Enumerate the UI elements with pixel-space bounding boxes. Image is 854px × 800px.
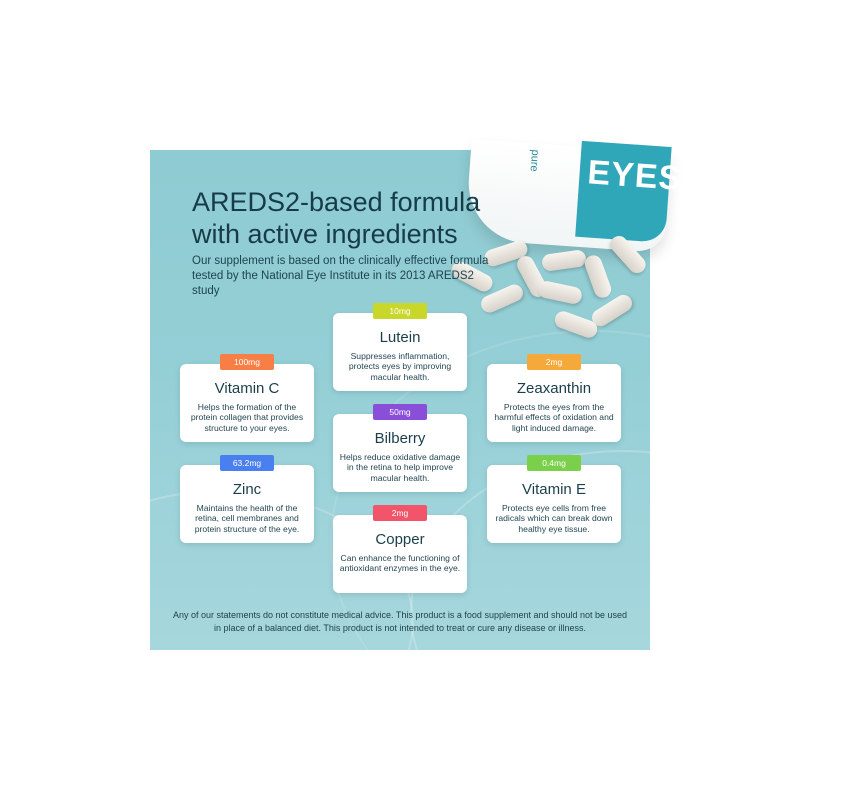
ingredient-card-lutein <box>333 306 467 391</box>
intro-text: Our supplement is based on the clinically effective formula tested by the National Eye Institute in its 2013 AREDS2 study <box>192 255 489 297</box>
capsule <box>582 253 613 300</box>
dose-badge: 10mg <box>373 303 427 319</box>
bottle-title: EYES <box>586 153 684 198</box>
ingredient-card-vitamin-c <box>180 357 314 442</box>
infographic-panel <box>150 149 684 650</box>
ingredient-description: Protects the eyes from the harmful effects of oxidation and light induced damage. <box>494 402 614 433</box>
ingredient-name: Zeaxanthin <box>516 380 592 397</box>
capsule <box>537 280 584 306</box>
ingredient-name: Bilberry <box>374 430 426 447</box>
title-line-2: with active ingredients <box>192 219 458 249</box>
ingredient-description: Maintains the health of the retina, cell membranes and protein structure of the eye. <box>194 503 300 534</box>
ingredient-card-zinc <box>180 458 314 543</box>
ingredient-description: Can enhance the functioning of antioxidant enzymes in the eye. <box>339 553 461 574</box>
dose-badge: 2mg <box>373 505 427 521</box>
dose-badge: 63.2mg <box>220 455 274 471</box>
ingredient-description: Suppresses inflammation, protects eyes by improving macular health. <box>348 351 452 382</box>
dose-badge: 2mg <box>527 354 581 370</box>
bottle-brand: pure <box>527 149 542 172</box>
ingredient-description: Helps reduce oxidative damage in the retina to help improve macular health. <box>339 452 461 483</box>
capsule <box>541 249 587 272</box>
ingredient-description: Helps the formation of the protein collagen that provides structure to your eyes. <box>190 402 304 433</box>
page-title <box>192 186 512 250</box>
ingredient-name: Lutein <box>379 329 421 346</box>
dose-badge: 100mg <box>220 354 274 370</box>
ingredient-name: Vitamin E <box>522 481 586 498</box>
title-line-1: AREDS2-based formula <box>192 187 481 217</box>
ingredient-name: Zinc <box>232 481 262 498</box>
ingredient-name: Vitamin C <box>214 380 280 397</box>
disclaimer-text: Any of our statements do not constitute medical advice. This product is a food supplement and should not be used in place of a balanced diet. This product is not intended to treat or cure any disease or illness. <box>172 610 628 633</box>
ingredient-card-zeaxanthin <box>487 357 621 442</box>
dose-badge: 50mg <box>373 404 427 420</box>
ingredient-description: Protects eye cells from free radicals which can break down healthy eye tissue. <box>495 503 613 534</box>
ingredient-card-bilberry <box>333 407 467 492</box>
ingredient-card-copper <box>333 508 467 593</box>
ingredient-name: Copper <box>375 531 425 548</box>
dose-badge: 0.4mg <box>527 455 581 471</box>
ingredient-card-vitamin-e <box>487 458 621 543</box>
